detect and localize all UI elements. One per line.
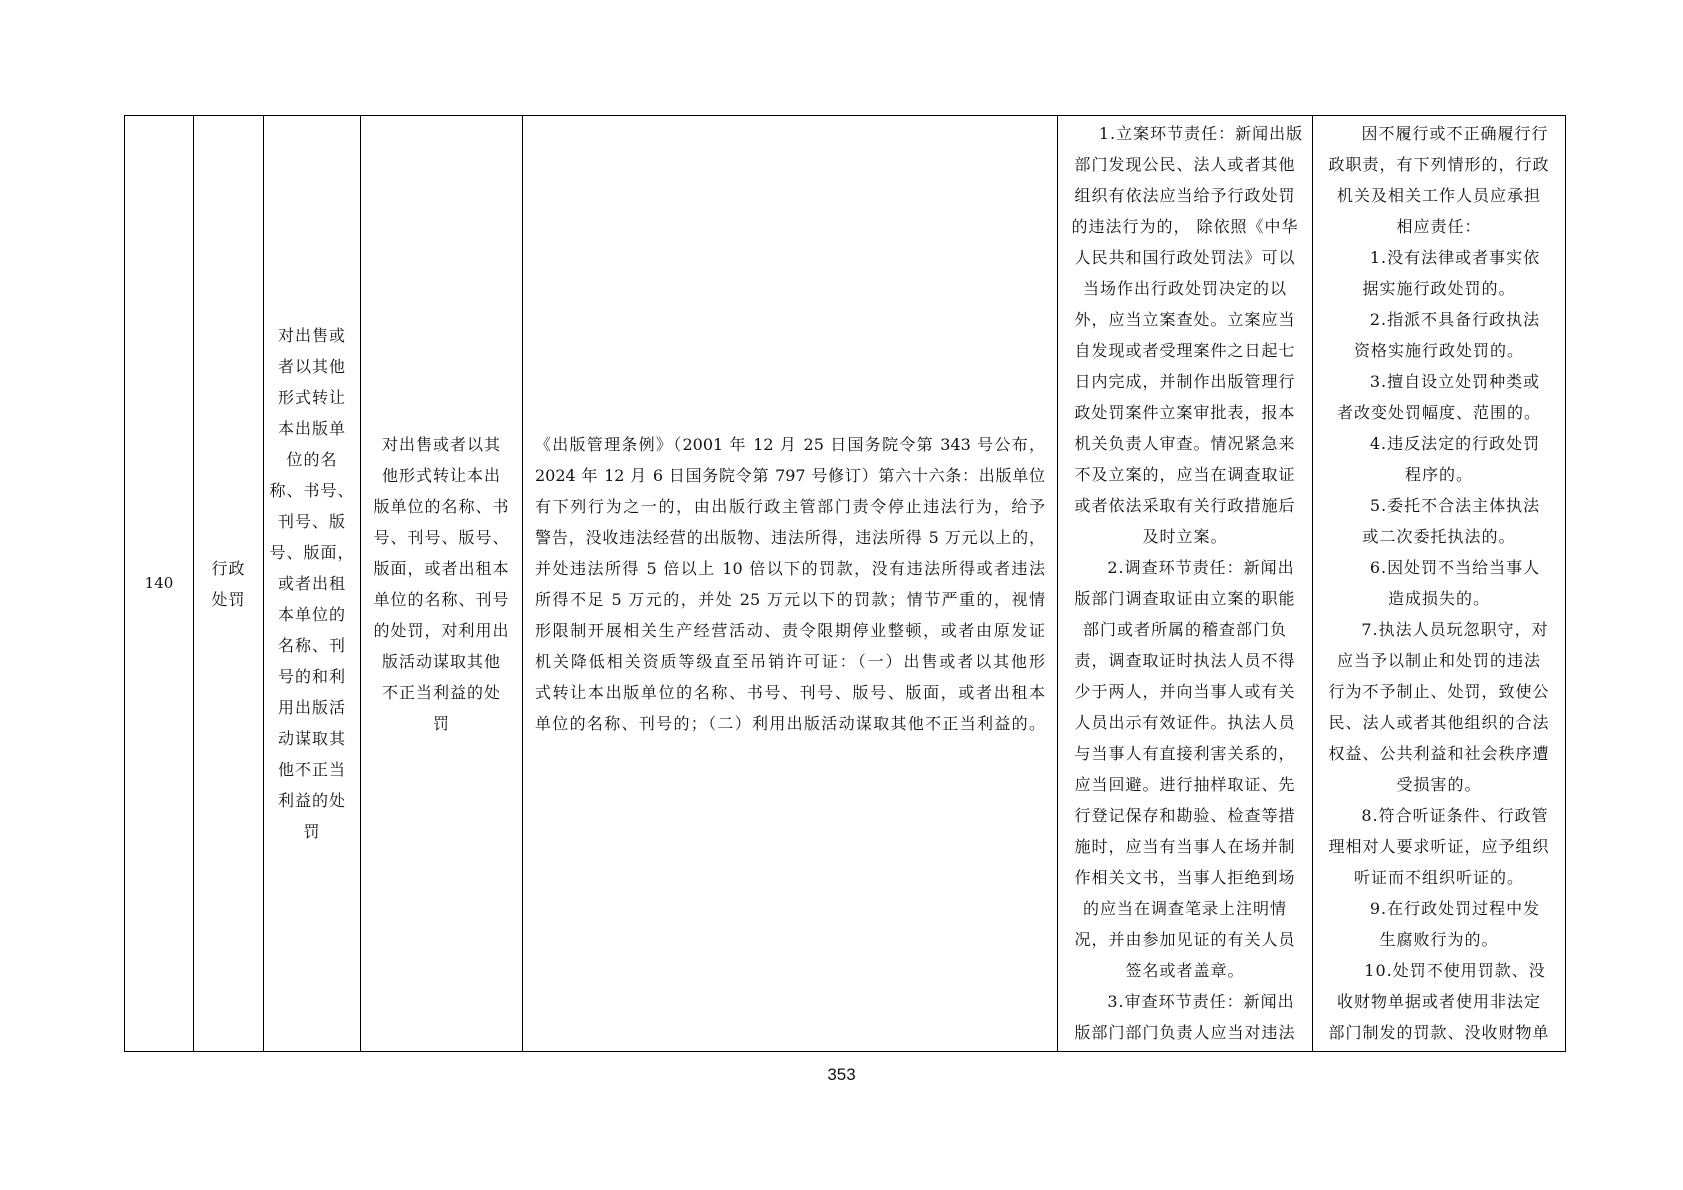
accountability-line: 1.没有法律或者事实依 bbox=[1369, 248, 1541, 267]
responsibility-line: 1.立案环节责任：新闻出版 bbox=[1098, 124, 1304, 143]
page-number: 353 bbox=[827, 1065, 856, 1084]
responsibility-line: 责，调查取证时执法人员不得 bbox=[1074, 651, 1296, 670]
item-name-line: 或者出租 bbox=[277, 574, 346, 593]
accountability-line: 6.因处罚不当给当事人 bbox=[1369, 558, 1541, 577]
item-name-line: 用出版活 bbox=[277, 698, 346, 717]
accountability-line: 5.委托不合法主体执法 bbox=[1369, 496, 1541, 515]
responsibility-line: 机关负责人审查。情况紧急来 bbox=[1074, 434, 1296, 453]
legal-basis-line: 警告，没收违法经营的出版物、违法所得，违法所得 5 万元以上的， bbox=[535, 527, 1045, 547]
item-name-line: 他不正当 bbox=[277, 760, 346, 779]
accountability-line: 机关及相关工作人员应承担 bbox=[1336, 186, 1541, 205]
accountability-line: 应当予以制止和处罚的违法 bbox=[1336, 651, 1541, 670]
accountability-line: 造成损失的。 bbox=[1387, 589, 1490, 608]
item-name-line: 本出版单 bbox=[277, 419, 346, 438]
accountability-line: 8.符合听证条件、行政管 bbox=[1361, 806, 1549, 825]
responsibility-line: 当场作出行政处罚决定的以 bbox=[1082, 279, 1287, 298]
sub-item-name-line: 单位的名称、刊号 bbox=[373, 589, 510, 609]
legal-basis-line: 形限制开展相关生产经营活动、责令限期停业整顿，或者由原发证 bbox=[535, 620, 1045, 640]
sub-item-name-line: 的处罚，对利用出 bbox=[373, 620, 510, 640]
item-name-line: 罚 bbox=[303, 822, 321, 841]
accountability-line: 受损害的。 bbox=[1396, 775, 1482, 794]
responsibility-line: 与当事人有直接利害关系的， bbox=[1074, 744, 1296, 763]
serial-number: 140 bbox=[144, 574, 174, 592]
accountability-line: 2.指派不具备行政执法 bbox=[1369, 310, 1541, 329]
accountability-line: 据实施行政处罚的。 bbox=[1362, 279, 1516, 298]
accountability-line: 程序的。 bbox=[1404, 465, 1473, 484]
responsibility-line: 行登记保存和勘验、检查等措 bbox=[1074, 806, 1296, 825]
cell-power-type bbox=[193, 115, 263, 1052]
item-name-line: 利益的处 bbox=[277, 791, 346, 810]
accountability-line: 3.擅自设立处罚种类或 bbox=[1369, 372, 1541, 391]
responsibility-line: 3.审查环节责任：新闻出 bbox=[1107, 992, 1295, 1011]
accountability-line: 7.执法人员玩忽职守，对 bbox=[1361, 620, 1549, 639]
legal-basis-line: 式转让本出版单位的名称、书号、刊号、版号、版面，或者出租本 bbox=[535, 682, 1045, 702]
item-name-line: 对出售或 bbox=[277, 326, 346, 345]
accountability-line: 或二次委托执法的。 bbox=[1362, 527, 1516, 546]
accountability-line: 理相对人要求听证，应予组织 bbox=[1328, 837, 1550, 856]
responsibility-line: 部门或者所属的稽查部门负 bbox=[1082, 620, 1287, 639]
accountability-line: 生腐败行为的。 bbox=[1379, 930, 1499, 949]
power-type-line: 行政 bbox=[211, 558, 246, 578]
legal-basis-line: 《出版管理条例》（2001 年 12 月 25 日国务院令第 343 号公布， bbox=[535, 434, 1045, 454]
legal-basis-line: 并处违法所得 5 倍以上 10 倍以下的罚款，没有违法所得或者违法 bbox=[535, 558, 1045, 578]
cell-accountability bbox=[1312, 115, 1566, 1052]
responsibility-line: 2.调查环节责任：新闻出 bbox=[1107, 558, 1295, 577]
responsibility-line: 部门发现公民、法人或者其他 bbox=[1074, 155, 1296, 174]
accountability-line: 相应责任： bbox=[1396, 217, 1482, 236]
sub-item-name-line: 他形式转让本出 bbox=[381, 465, 501, 485]
responsibility-line: 政处罚案件立案审批表，报本 bbox=[1074, 403, 1296, 422]
accountability-line: 收财物单据或者使用非法定 bbox=[1336, 992, 1541, 1011]
accountability-line: 9.在行政处罚过程中发 bbox=[1369, 899, 1541, 918]
item-name-line: 形式转让 bbox=[277, 388, 346, 407]
accountability-line: 4.违反法定的行政处罚 bbox=[1369, 434, 1541, 453]
cell-legal-basis bbox=[522, 115, 1057, 1052]
accountability-line: 行为不予制止、处罚，致使公 bbox=[1328, 682, 1550, 701]
item-name-line: 称、书号、 bbox=[269, 481, 355, 500]
sub-item-name-line: 罚 bbox=[432, 713, 450, 733]
accountability-line: 政职责，有下列情形的，行政 bbox=[1328, 155, 1550, 174]
legal-basis-line: 有下列行为之一的，由出版行政主管部门责令停止违法行为，给予 bbox=[535, 496, 1045, 516]
sub-item-name-line: 对出售或者以其 bbox=[381, 434, 501, 454]
responsibility-line: 人员出示有效证件。执法人员 bbox=[1074, 713, 1296, 732]
accountability-line: 资格实施行政处罚的。 bbox=[1353, 341, 1524, 360]
responsibility-line: 外，应当立案查处。立案应当 bbox=[1074, 310, 1296, 329]
cell-item-name bbox=[263, 115, 360, 1052]
responsibility-line: 作相关文书，当事人拒绝到场 bbox=[1074, 868, 1296, 887]
responsibility-line: 少于两人，并向当事人或有关 bbox=[1074, 682, 1296, 701]
power-list-table bbox=[124, 115, 1566, 1052]
accountability-line: 听证而不组织听证的。 bbox=[1353, 868, 1524, 887]
responsibility-line: 版部门部门负责人应当对违法 bbox=[1074, 1023, 1296, 1042]
cell-responsibility bbox=[1057, 115, 1312, 1052]
item-name-line: 本单位的 bbox=[277, 605, 346, 624]
responsibility-line: 或者依法采取有关行政措施后 bbox=[1074, 496, 1296, 515]
cell-sub-item-name bbox=[360, 115, 522, 1052]
responsibility-line: 及时立案。 bbox=[1142, 527, 1228, 546]
responsibility-line: 的违法行为的， 除依照《中华 bbox=[1071, 217, 1299, 236]
responsibility-line: 自发现或者受理案件之日起七 bbox=[1074, 341, 1296, 360]
legal-basis-line: 2024 年 12 月 6 日国务院令第 797 号修订）第六十六条：出版单位 bbox=[535, 465, 1045, 485]
legal-basis-line: 所得不足 5 万元的，并处 25 万元以下的罚款；情节严重的，视情 bbox=[535, 589, 1045, 609]
responsibility-line: 况，并由参加见证的有关人员 bbox=[1074, 930, 1296, 949]
responsibility-line: 施时，应当有当事人在场并制 bbox=[1074, 837, 1296, 856]
sub-item-name-line: 版面，或者出租本 bbox=[373, 558, 510, 578]
accountability-line: 权益、公共利益和社会秩序遭 bbox=[1328, 744, 1550, 763]
responsibility-line: 组织有依法应当给予行政处罚 bbox=[1074, 186, 1296, 205]
responsibility-line: 人民共和国行政处罚法》可以 bbox=[1074, 248, 1296, 267]
item-name-line: 者以其他 bbox=[277, 357, 346, 376]
sub-item-name-line: 版活动谋取其他 bbox=[381, 651, 501, 671]
item-name-line: 号、版面， bbox=[269, 543, 355, 562]
cell-serial-number bbox=[124, 115, 193, 1052]
legal-basis-line: 机关降低相关资质等级直至吊销许可证：（一）出售或者以其他形 bbox=[535, 651, 1045, 671]
sub-item-name-line: 不正当利益的处 bbox=[381, 682, 501, 702]
accountability-line: 民、法人或者其他组织的合法 bbox=[1328, 713, 1550, 732]
power-type-line: 处罚 bbox=[211, 589, 246, 609]
accountability-line: 部门制发的罚款、没收财物单 bbox=[1328, 1023, 1550, 1042]
sub-item-name-line: 版单位的名称、书 bbox=[373, 496, 510, 516]
accountability-line: 10.处罚不使用罚款、没 bbox=[1364, 961, 1546, 980]
item-name-line: 刊号、版 bbox=[277, 512, 346, 531]
item-name-line: 位的名 bbox=[286, 450, 338, 469]
sub-item-name-line: 号、刊号、版号、 bbox=[373, 527, 510, 547]
responsibility-line: 签名或者盖章。 bbox=[1125, 961, 1245, 980]
accountability-line: 因不履行或不正确履行行 bbox=[1361, 124, 1549, 143]
item-name-line: 号的和利 bbox=[277, 667, 346, 686]
item-name-line: 动谋取其 bbox=[277, 729, 346, 748]
legal-basis-line: 单位的名称、刊号的；（二）利用出版活动谋取其他不正当利益的。 bbox=[535, 713, 1045, 733]
responsibility-line: 的应当在调查笔录上注明情 bbox=[1082, 899, 1287, 918]
responsibility-line: 日内完成，并制作出版管理行 bbox=[1074, 372, 1296, 391]
responsibility-line: 版部门调查取证由立案的职能 bbox=[1074, 589, 1296, 608]
responsibility-line: 应当回避。进行抽样取证、先 bbox=[1074, 775, 1296, 794]
item-name-line: 名称、刊 bbox=[277, 636, 346, 655]
accountability-line: 者改变处罚幅度、范围的。 bbox=[1336, 403, 1541, 422]
responsibility-line: 不及立案的，应当在调查取证 bbox=[1074, 465, 1296, 484]
